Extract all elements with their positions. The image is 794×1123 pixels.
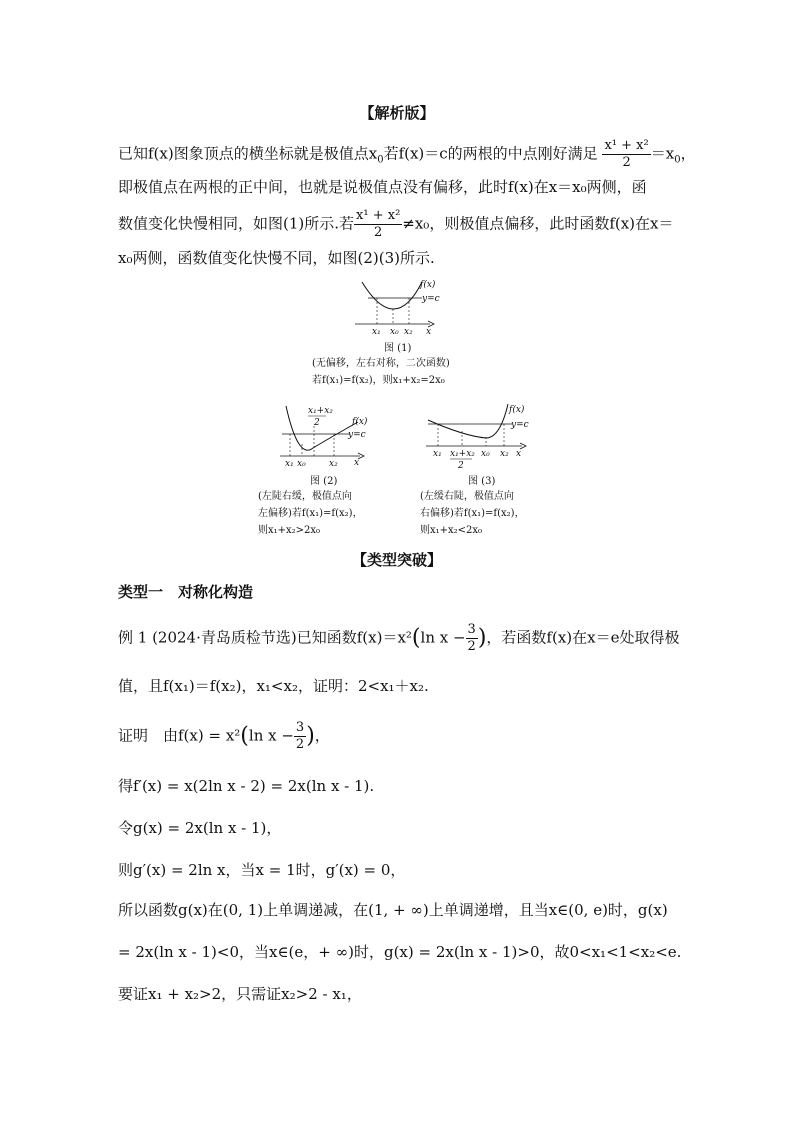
fig1-x2-label: x₂ [404,327,413,337]
analysis-line-3: 数值变化快慢相同，如图(1)所示.若 $\frac{\text{x¹ + x²}}{2}$ ≠x₀，则极值点偏移，此时函数f(x)在x＝ [118,208,674,240]
figure-1-graph [350,278,450,338]
fig2-x0-label: x₀ [297,459,306,469]
fraction-3-over-2-b: $\frac{3}{2}$ [295,720,305,752]
fig3-x0-label: x₀ [481,449,490,459]
fig2-note-3: 则x₁+x₂>2x₀ [258,525,321,536]
fig2-yc-label: y=c [348,430,366,440]
fig3-x2-label: x₂ [500,449,509,459]
fig3-yc-label: y=c [511,420,529,430]
fig2-x-axis-label: x [354,458,360,468]
fig2-caption: 图 (2) [310,476,338,487]
fig3-mid-label: x₁+x₂ [450,449,475,459]
fig2-top-label: x₁+x₂ [308,406,333,416]
analysis-line-1: 已知f(x)图象顶点的横坐标就是极值点$x_0$若f(x)＝c的两根的中点刚好满足 $\frac{\text{x¹ + x²}}{2}$ $=x_0$， [118,138,696,170]
fig3-x1-label: x₁ [433,449,442,459]
fig1-x-axis-label: x [426,327,432,337]
fig1-caption: 图 (1) [384,343,412,354]
fig3-note-3: 则x₁+x₂<2x₀ [420,525,483,536]
fig2-note-2: 左偏移)若f(x₁)=f(x₂)， [258,508,363,519]
fig2-note-1: (左陡右缓，极值点向 [258,491,352,502]
fig3-fx-label: f(x) [509,405,525,415]
fig3-note-2: 右偏移)若f(x₁)=f(x₂)， [420,508,525,519]
example-1-line-2: 值，且f(x₁)＝f(x₂)，x₁<x₂，证明：2<x₁＋x₂. [118,677,429,695]
fig3-x-axis-label: x [516,449,522,459]
fig2-x1-label: x₁ [285,459,294,469]
figure-2-graph [278,400,388,470]
fraction-x1-x2-over-2: $\frac{\text{x¹ + x²}}{2}$ [604,138,649,170]
example-1-line-1: 例 1 (2024·青岛质检节选)已知函数f(x)＝x²(ln x − $\frac{3}{2}$ )，若函数f(x)在x＝e处取得极 [118,622,680,654]
proof-line-gprime: 则g′(x) = 2ln x，当x = 1时，g′(x) = 0， [118,861,406,879]
fig1-note-2: 若f(x₁)=f(x₂)，则x₁+x₂=2x₀ [312,375,445,386]
proof-line-goal: 要证x₁ + x₂>2，只需证x₂>2 - x₁， [118,985,362,1003]
figure-3-graph [424,400,544,470]
fig3-caption: 图 (3) [468,476,496,487]
fig2-fx-label: f(x) [352,417,368,427]
type-one-heading: 类型一 对称化构造 [118,583,254,601]
fig2-half-label: 2 [314,418,320,428]
proof-line-monotonic-2: = 2x(ln x - 1)<0，当x∈(e，+ ∞)时，g(x) = 2x(ln x - 1)>0，故0<x₁<1<x₂<e. [118,943,682,961]
fraction-3-over-2: $\frac{3}{2}$ [467,622,476,654]
fig1-note-1: (无偏移，左右对称，二次函数) [312,358,450,369]
fig3-note-1: (左缓右陡，极值点向 [420,491,514,502]
fig2-x2-label: x₂ [329,459,338,469]
fig1-x1-label: x₁ [372,327,381,337]
fig1-x0-label: x₀ [390,327,399,337]
analysis-line-2: 即极值点在两根的正中间，也就是说极值点没有偏移，此时f(x)在x＝x₀两侧，函 [118,178,647,196]
fraction-x1-x2-over-2-b: $\frac{\text{x¹ + x²}}{2}$ [356,208,401,240]
fig1-fx-label: f(x) [420,280,436,290]
proof-line-1: 证明 由f(x) = x²(ln x − $\frac{3}{2}$ )， [118,720,330,752]
analysis-heading: 【解析版】 [359,104,435,122]
proof-line-g: 令g(x) = 2x(ln x - 1)， [118,819,282,837]
proof-line-monotonic-1: 所以函数g(x)在(0, 1)上单调递减，在(1, + ∞)上单调递增，且当x∈(0, e)时，g(x) [118,901,668,919]
fig3-half-label: 2 [458,461,464,471]
analysis-line-4: x₀两侧，函数值变化快慢不同，如图(2)(3)所示. [118,249,435,267]
breakthrough-heading: 【类型突破】 [351,551,442,569]
fig1-yc-label: y=c [422,294,440,304]
proof-line-fprime: 得f′(x) = x(2ln x - 2) = 2x(ln x - 1). [118,777,375,795]
